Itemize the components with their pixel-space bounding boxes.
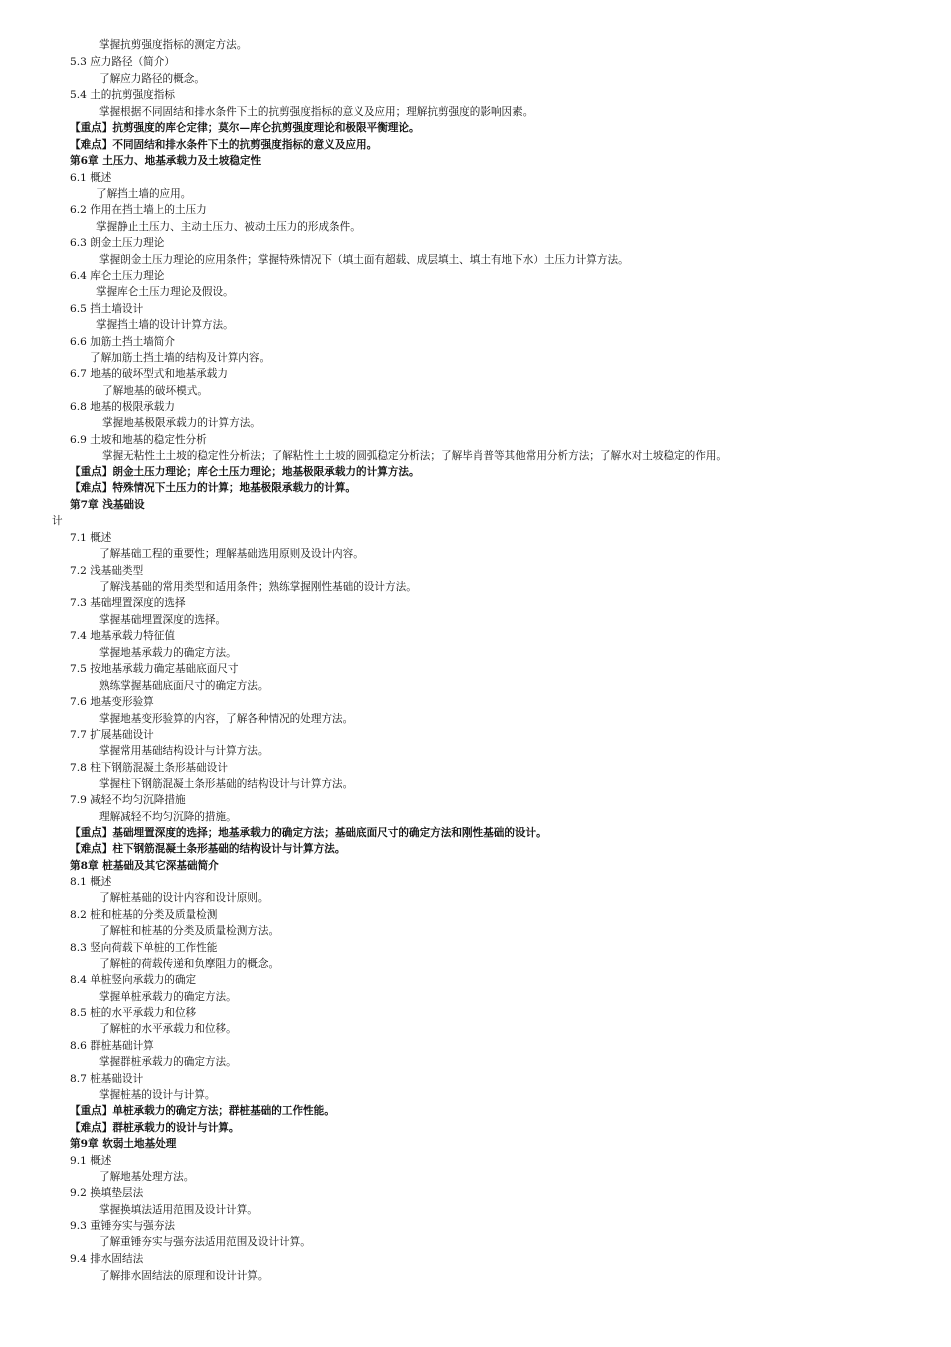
text-line: 了解桩的荷载传递和负摩阻力的概念。 <box>99 958 280 970</box>
text-line: 掌握基础埋置深度的选择。 <box>99 614 227 626</box>
text-line: 了解应力路径的概念。 <box>99 73 205 85</box>
text-line: 6.9 土坡和地基的稳定性分析 <box>70 434 207 446</box>
text-line: 了解加筋土挡土墙的结构及计算内容。 <box>90 352 271 364</box>
text-line: 掌握换填法适用范围及设计计算。 <box>99 1204 258 1216</box>
text-line: 7.9 减轻不均匀沉降措施 <box>70 794 186 806</box>
text-line: 7.7 扩展基础设计 <box>70 729 154 741</box>
text-line: 了解桩的水平承载力和位移。 <box>99 1023 237 1035</box>
text-line: 掌握桩基的设计与计算。 <box>99 1089 216 1101</box>
text-line: 【难点】不同固结和排水条件下土的抗剪强度指标的意义及应用。 <box>70 139 378 151</box>
text-line: 7.4 地基承载力特征值 <box>70 630 175 642</box>
text-line: 8.3 竖向荷载下单桩的工作性能 <box>70 942 218 954</box>
text-line: 了解挡土墙的应用。 <box>96 188 192 200</box>
text-line: 了解重锤夯实与强夯法适用范围及设计计算。 <box>99 1236 311 1248</box>
text-line: 【重点】单桩承载力的确定方法；群桩基础的工作性能。 <box>70 1105 335 1117</box>
text-line: 【重点】抗剪强度的库仑定律；莫尔—库仑抗剪强度理论和极限平衡理论。 <box>70 122 420 134</box>
text-line: 掌握抗剪强度指标的测定方法。 <box>99 39 248 51</box>
text-line: 6.6 加筋土挡土墙简介 <box>70 336 175 348</box>
text-line: 5.4 土的抗剪强度指标 <box>70 89 175 101</box>
text-line: 8.7 桩基础设计 <box>70 1073 144 1085</box>
text-line: 掌握常用基础结构设计与计算方法。 <box>99 745 269 757</box>
text-line: 第7章 浅基础设 <box>70 499 145 511</box>
text-line: 计 <box>52 515 63 527</box>
text-line: 8.1 概述 <box>70 876 112 888</box>
text-line: 6.2 作用在挡土墙上的土压力 <box>70 204 207 216</box>
text-line: 了解桩基础的设计内容和设计原则。 <box>99 892 269 904</box>
text-line: 6.4 库仑土压力理论 <box>70 270 165 282</box>
text-line: 掌握地基极限承载力的计算方法。 <box>102 417 261 429</box>
text-line: 了解地基处理方法。 <box>99 1171 195 1183</box>
text-line: 掌握单桩承载力的确定方法。 <box>99 991 237 1003</box>
text-line: 6.7 地基的破坏型式和地基承载力 <box>70 368 228 380</box>
text-line: 5.3 应力路径（简介） <box>70 56 175 68</box>
text-line: 9.3 重锤夯实与强夯法 <box>70 1220 175 1232</box>
text-line: 9.1 概述 <box>70 1155 112 1167</box>
text-line: 第9章 软弱土地基处理 <box>70 1138 177 1150</box>
text-line: 【难点】群桩承载力的设计与计算。 <box>70 1122 240 1134</box>
text-line: 【难点】柱下钢筋混凝土条形基础的结构设计与计算方法。 <box>70 843 346 855</box>
text-line: 了解排水固结法的原理和设计计算。 <box>99 1270 269 1282</box>
text-line: 6.1 概述 <box>70 172 112 184</box>
text-line: 理解减轻不均匀沉降的措施。 <box>99 811 237 823</box>
text-line: 了解浅基础的常用类型和适用条件；熟练掌握刚性基础的设计方法。 <box>99 581 417 593</box>
text-line: 7.2 浅基础类型 <box>70 565 144 577</box>
text-line: 掌握无粘性土土坡的稳定性分析法；了解粘性土土坡的圆弧稳定分析法；了解毕肖普等其他常用分析方法；了解水对土坡稳定的作用。 <box>102 450 728 462</box>
text-line: 掌握库仑土压力理论及假设。 <box>96 286 234 298</box>
text-line: 掌握根据不同固结和排水条件下土的抗剪强度指标的意义及应用；理解抗剪强度的影响因素。 <box>99 106 534 118</box>
text-line: 6.5 挡土墙设计 <box>70 303 144 315</box>
text-line: 掌握地基变形验算的内容，了解各种情况的处理方法。 <box>99 713 354 725</box>
text-line: 了解基础工程的重要性；理解基础选用原则及设计内容。 <box>99 548 364 560</box>
text-line: 6.8 地基的极限承载力 <box>70 401 175 413</box>
text-line: 7.5 按地基承载力确定基础底面尺寸 <box>70 663 239 675</box>
text-line: 第6章 土压力、地基承载力及土坡稳定性 <box>70 155 262 167</box>
text-line: 掌握地基承载力的确定方法。 <box>99 647 237 659</box>
text-line: 7.1 概述 <box>70 532 112 544</box>
text-line: 9.2 换填垫层法 <box>70 1187 144 1199</box>
text-line: 掌握挡土墙的设计计算方法。 <box>96 319 234 331</box>
text-line: 掌握柱下钢筋混凝土条形基础的结构设计与计算方法。 <box>99 778 354 790</box>
text-line: 掌握静止土压力、主动土压力、被动土压力的形成条件。 <box>96 221 361 233</box>
text-line: 第8章 桩基础及其它深基础简介 <box>70 860 219 872</box>
text-line: 【重点】基础埋置深度的选择；地基承载力的确定方法；基础底面尺寸的确定方法和刚性基础的设计。 <box>70 827 547 839</box>
text-line: 7.8 柱下钢筋混凝土条形基础设计 <box>70 762 228 774</box>
text-line: 【难点】特殊情况下土压力的计算；地基极限承载力的计算。 <box>70 482 357 494</box>
text-line: 了解地基的破坏模式。 <box>102 385 208 397</box>
text-line: 掌握朗金土压力理论的应用条件；掌握特殊情况下（填土面有超载、成层填土、填土有地下水）土压力计算方法。 <box>99 254 629 266</box>
text-line: 8.6 群桩基础计算 <box>70 1040 154 1052</box>
text-line: 9.4 排水固结法 <box>70 1253 144 1265</box>
text-line: 7.6 地基变形验算 <box>70 696 154 708</box>
text-line: 熟练掌握基础底面尺寸的确定方法。 <box>99 680 269 692</box>
text-line: 【重点】朗金土压力理论；库仑土压力理论；地基极限承载力的计算方法。 <box>70 466 420 478</box>
text-line: 8.5 桩的水平承载力和位移 <box>70 1007 197 1019</box>
text-line: 8.4 单桩竖向承载力的确定 <box>70 974 197 986</box>
text-line: 8.2 桩和桩基的分类及质量检测 <box>70 909 218 921</box>
text-line: 了解桩和桩基的分类及质量检测方法。 <box>99 925 280 937</box>
text-line: 7.3 基础埋置深度的选择 <box>70 597 186 609</box>
text-line: 掌握群桩承载力的确定方法。 <box>99 1056 237 1068</box>
text-line: 6.3 朗金土压力理论 <box>70 237 165 249</box>
